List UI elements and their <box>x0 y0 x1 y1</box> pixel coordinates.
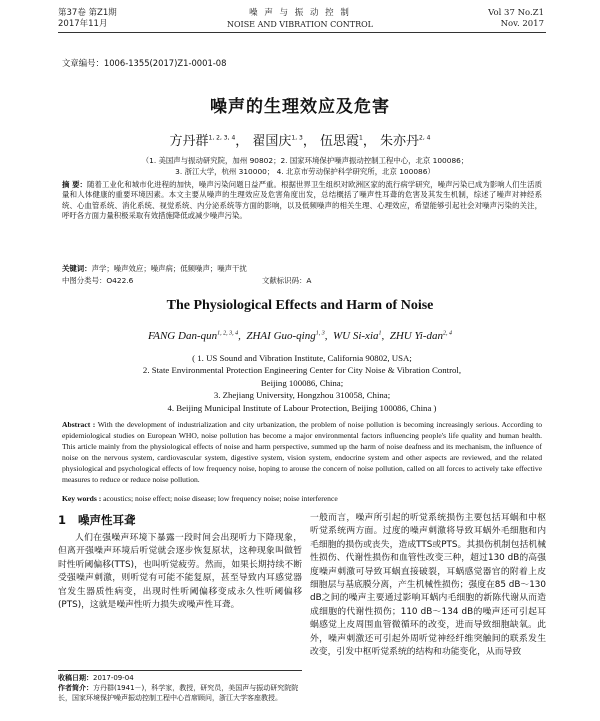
author-en: WU Si-xia <box>332 330 379 342</box>
left-column <box>58 512 302 612</box>
affiliation-cn-line: （1. 美国声与振动研究院，加州 90802；2. 国家环境保护噪声振动控制工程中心，北京 100086； <box>141 156 469 165</box>
author-cn: 翟国庆 <box>252 134 292 149</box>
abstract-cn <box>62 180 542 222</box>
abstract-en-text: With the development of industrialization and city urbanization, the problem of noise pollution is becoming increasingly serious. According to epidemiological studies on European WHO, noise pollution has become a major environmental factors influencing people's life quality and human health. This article mainly from the physiological effects of noise and harm perspective, summed up the harm of noise deafness and its mechanism, the influence of noise on the nervous system, cardiovascular system, digestive system, vision system, endocrine system and other aspects are reviewed, and the related physiological and psychological effects of low frequency noise, hoping to arouse the concern of noise pollution, called on all forces to actively take effective measures to reduce or reduce noise pollution. <box>62 420 543 484</box>
author-en: ZHAI Guo-qing <box>246 330 316 342</box>
journal-date-cn: 2017年11月 <box>58 19 108 29</box>
affiliation-en-line: Beijing 100086, China; <box>260 377 344 388</box>
journal-volume-cn: 第37卷 第Z1期 <box>58 8 117 18</box>
keywords-en <box>62 494 542 503</box>
left-column-paragraph: 人们在强噪声环境下暴露一段时间会出现听力下降现象，但离开强噪声环境后听觉就会逐步恢复原状，这种现象叫做暂时性听阈偏移(TTS)，也叫听觉疲劳。然而，如果长期持续不断受强噪声刺激，则听觉有可能不能复原，甚至导致内耳感觉器官发生器质性病变，出现时性听阈偏移变成永久性听阈偏移(PTS)，这就是噪声性听力损失或噪声性耳聋。 <box>58 533 302 611</box>
keywords-en-text: acoustics; noise effect; noise disease; low frequency noise; noise interference <box>103 494 338 503</box>
clc-cn-label: 中图分类号： <box>62 276 107 285</box>
doc-code-cn-value: A <box>306 276 312 285</box>
affiliation-en-line: 3. Zhejiang University, Hongzhou 310058, China; <box>213 390 391 401</box>
keywords-en-label: Key words : <box>62 494 102 503</box>
author-en-sup: 1 <box>378 330 382 337</box>
author-cn: 方丹群 <box>169 134 209 149</box>
journal-name-cn: 噪 声 与 振 动 控 制 <box>249 8 351 18</box>
affiliations-en <box>60 352 544 414</box>
author-cn: 朱亦丹 <box>380 134 420 149</box>
author-bio-label: 作者简介： <box>58 684 93 692</box>
footnote-rule <box>58 670 302 671</box>
abstract-en <box>62 420 542 485</box>
doc-code-cn-label: 文献标识码： <box>262 276 307 285</box>
title-en: The Physiological Effects and Harm of Noise <box>166 298 434 313</box>
author-cn-sup: 1 <box>359 134 363 142</box>
header-rule <box>58 32 546 33</box>
abstract-en-label: Abstract : <box>62 420 96 429</box>
abstract-cn-text: 随着工业化和城市化进程的加快，噪声污染问题日益严重。根据世界卫生组织对欧洲区家的流行病学研究，噪声污染已成为影响人们生活质量和人体健康的重要环境因素。本文主要从噪声的生理效应及危害角度出发，总结概括了噪声性耳聋的危害及其发生机制，综述了噪声对神经系统、心血管系统、消化系统、视觉系统、内分泌系统等方面的影响，以及低频噪声的相关生理、心理效应，希望能够引起社会对噪声污染的关注，呼吁各方面力量积极采取有效措施降低或减少噪声污染。 <box>62 180 542 221</box>
section-1-heading <box>58 512 302 528</box>
journal-volume-en: Vol 37 No.Z1 <box>488 8 544 18</box>
author-en-sup: 1, 3 <box>315 330 325 337</box>
received-label: 收稿日期： <box>58 674 93 682</box>
authors-cn: 方丹群$^{1, 2, 3, 4}$， 翟国庆$^{1, 3}$， 伍思霞$^1$， 朱亦丹$^{2, 4}$ <box>169 134 431 149</box>
footnote <box>58 673 302 703</box>
keywords-cn <box>62 264 247 275</box>
section-1-title: 噪声性耳聋 <box>78 513 136 527</box>
affiliations-cn <box>70 156 540 177</box>
author-en-sup: 2, 4 <box>443 330 453 337</box>
author-cn-sup: 1, 2, 3, 4 <box>208 134 236 142</box>
authors-en: FANG Dan-qun$^{1, 2, 3, 4}$, ZHAI Guo-qing$^{1, 3}$, WU Si-xia$^1$, ZHU Yi-dan$^{2, 4}$ <box>147 330 453 342</box>
author-cn-sup: 2, 4 <box>419 134 431 142</box>
right-column <box>310 512 546 721</box>
title-cn: 噪声的生理效应及危害 <box>210 97 390 117</box>
author-en: FANG Dan-qun <box>147 330 218 342</box>
author-cn: 伍思霞 <box>320 134 360 149</box>
author-en: ZHU Yi-dan <box>389 330 444 342</box>
author-cn-sup: 1, 3 <box>291 134 303 142</box>
doc-code-cn <box>262 276 311 287</box>
affiliation-en-line: ( 1. US Sound and Vibration Institute, California 90802, USA; <box>192 353 412 363</box>
author-bio <box>58 683 302 703</box>
received-value: 2017-09-04 <box>93 674 134 682</box>
affiliation-cn-line: 3. 浙江大学，杭州 310000； 4. 北京市劳动保护科学研究所，北京 100086） <box>175 166 435 176</box>
keywords-cn-label: 关键词： <box>62 264 92 273</box>
section-1-number: 1 <box>58 513 67 527</box>
author-en-sup: 1, 2, 3, 4 <box>217 330 239 337</box>
article-id: 文章编号：1006-1355(2017)Z1-0001-08 <box>62 58 227 68</box>
affiliation-en-line: 2. State Environmental Protection Engineering Center for City Noise & Vibration Control, <box>142 365 462 376</box>
received-date <box>58 673 302 683</box>
clc-cn-value: O422.6 <box>106 276 134 285</box>
clc-cn <box>62 276 133 287</box>
journal-date-en: Nov. 2017 <box>500 19 544 29</box>
author-bio-text: 方丹群(1941－)，科学家，教授，研究员，美国声与振动研究院院长，国家环境保护噪声振动控制工程中心首席顾问，浙江大学客座教授。 <box>58 684 299 702</box>
keywords-cn-text: 声学；噪声效应；噪声病；低频噪声；噪声干扰 <box>91 264 247 273</box>
affiliation-en-line: 4. Beijing Municipal Institute of Labour Protection, Beijing 100086, China ) <box>167 402 437 413</box>
right-column-paragraph: 一般而言，噪声所引起的听觉系统损伤主要包括耳蜗和中枢听觉系统两方面。过度的噪声刺激将导致耳蜗外毛细胞和内毛细胞的损伤或丧失，造成TTS或PTS。其损伤机制包括机械性损伤、代谢性损伤和血管性改变三种，超过130 dB的高强度噪声刺激可导致耳蜗直接破裂，耳蜗感觉器官的附着上皮细胞层与基底膜分离，产生机械性损伤；强度在85 dB～130 dB之间的噪声主要通过影响耳蜗内毛细胞的新陈代谢从而造成细胞的代谢性损伤；110 dB～134 dB的噪声还可引起耳蜗感觉上皮周围血管微循环的改变，进而导致细胞缺氧。此外，噪声刺激还可引起外周听觉神经纤维突触间的联系发生改变，引发中枢听觉系统的结构和功能变化，从而导致 <box>310 513 546 658</box>
journal-name-en: NOISE AND VIBRATION CONTROL <box>226 20 373 29</box>
header-right <box>488 8 544 30</box>
abstract-cn-label: 摘 要： <box>62 180 88 189</box>
